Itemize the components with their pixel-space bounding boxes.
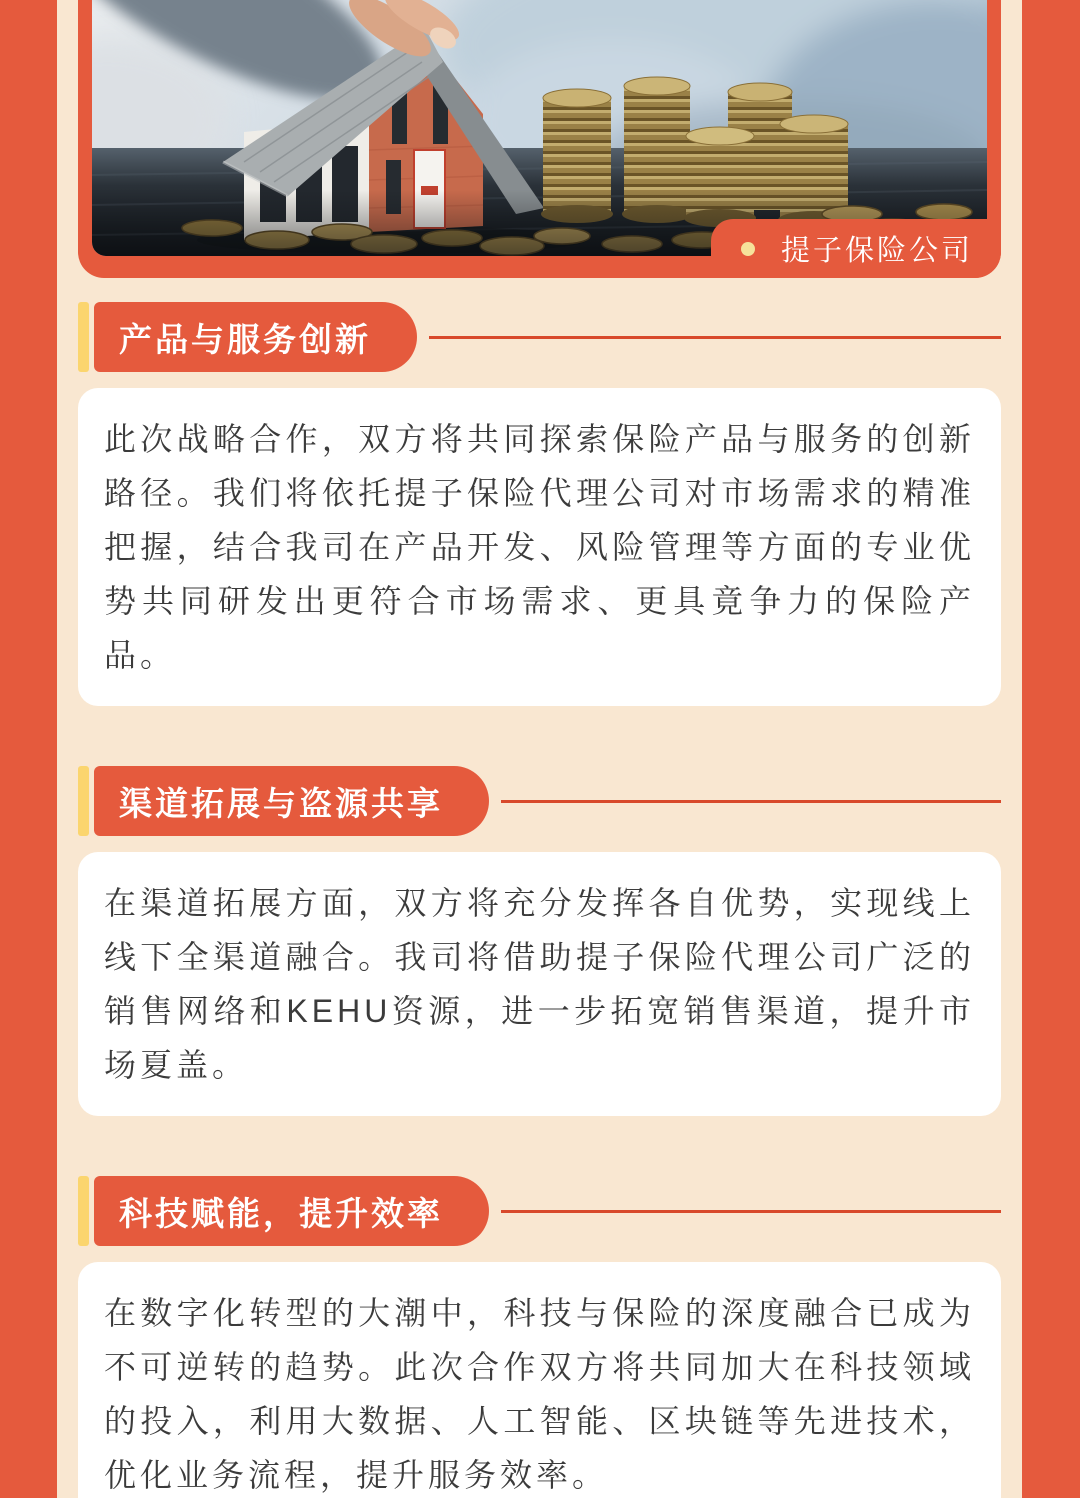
paragraph-text: 在数字化转型的大潮中，科技与保险的深度融合已成为不可逆转的趋势。此次合作双方将共同加大在科技领域的投入，利用大数据、人工智能、区块链等先进技术，优化业务流程，提升服务效率。 [104, 1295, 975, 1493]
content-card [78, 388, 1001, 706]
section-header-technology [78, 1176, 1001, 1246]
content-card [78, 852, 1001, 1116]
hero-photo [92, 0, 987, 256]
accent-bar [78, 766, 89, 836]
paragraph-text: 此次战略合作，双方将共同探索保险产品与服务的创新路径。我们将依托提子保险代理公司对市场需求的精准把握，结合我司在产品开发、风险管理等方面的专业优势共同研发出更符合市场需求、更具竟争力的保险产品。 [104, 421, 975, 673]
content-card [78, 1262, 1001, 1498]
hero-photo-frame [78, 0, 1001, 278]
paragraph-text: 在渠道拓展方面，双方将充分发挥各自优势，实现线上线下全渠道融合。我司将借助提子保险代理公司广泛的销售网络和KEHU资源，进一步拓宽销售渠道，提升市场夏盖。 [104, 885, 975, 1083]
accent-bar [78, 1176, 89, 1246]
photo-caption-text: 提子保险公司 [780, 235, 973, 267]
accent-bar [78, 302, 89, 372]
divider-line [429, 336, 1001, 339]
section-header-channel-sharing [78, 766, 1001, 836]
section-title: 科技赋能，提升效率 [94, 1176, 489, 1246]
divider-line [501, 800, 1001, 803]
section-header-product-innovation [78, 302, 1001, 372]
content-panel [57, 0, 1022, 1498]
bullet-dot-icon [741, 242, 755, 256]
photo-caption-tab [711, 219, 1001, 278]
section-title: 渠道拓展与盗源共享 [94, 766, 489, 836]
divider-line [501, 1210, 1001, 1213]
section-title: 产品与服务创新 [94, 302, 417, 372]
